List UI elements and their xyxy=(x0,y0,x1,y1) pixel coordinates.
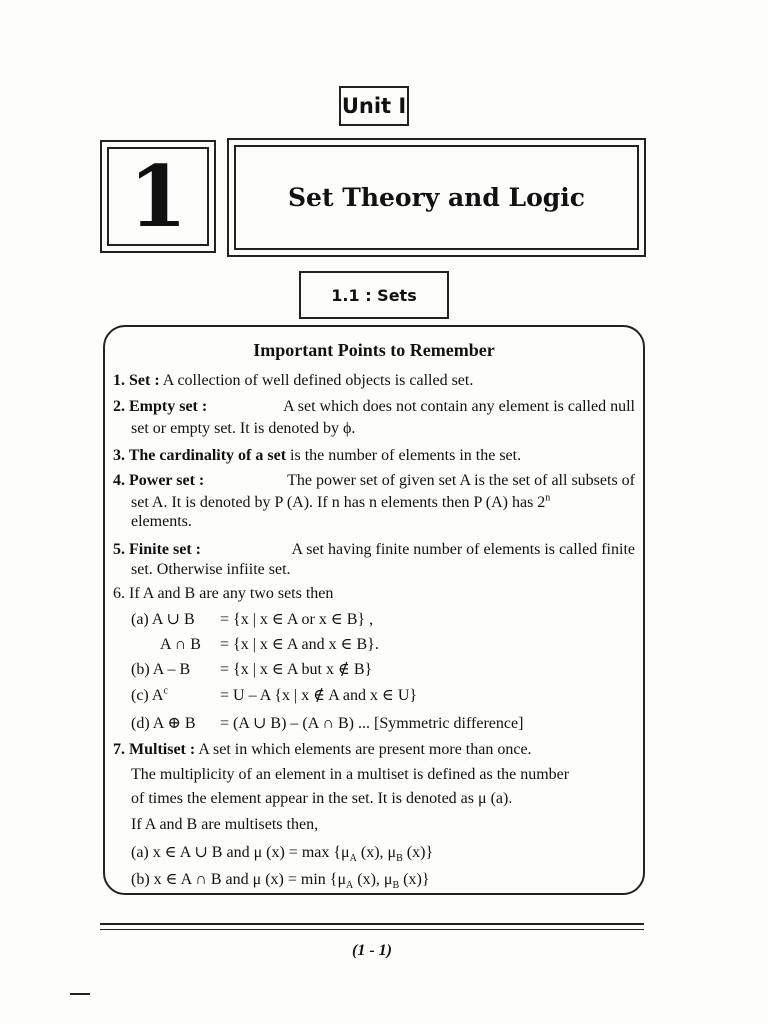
multiset-intersection xyxy=(131,870,430,890)
point-4-line-3: elements. xyxy=(131,513,192,530)
point-6-intro: 6. If A and B are any two sets then xyxy=(113,585,334,602)
point-7 xyxy=(113,740,532,760)
complement-right: = U – A {x | x ∉ A and x ∈ U} xyxy=(220,687,418,704)
point-3-term: 3. The cardinality of a set xyxy=(113,447,287,464)
section-heading: 1.1 : Sets xyxy=(331,285,417,305)
point-2-line-1 xyxy=(113,397,635,417)
symdiff-right: = (A ∪ B) – (A ∩ B) ... [Symmetric difference] xyxy=(220,715,524,732)
multiset-union-c: (x)} xyxy=(402,844,434,861)
point-1-text: A collection of well defined objects is called set. xyxy=(162,372,474,389)
point-5-line-2: set. Otherwise infiite set. xyxy=(131,561,291,578)
intersection-right: = {x | x ∈ A and x ∈ B}. xyxy=(220,636,379,653)
subscript-b: B xyxy=(392,880,400,892)
point-1 xyxy=(113,371,473,391)
point-2-term: 2. Empty set : xyxy=(113,398,208,415)
chapter-number: 1 xyxy=(128,146,188,246)
chapter-title: Set Theory and Logic xyxy=(288,183,585,212)
point-3 xyxy=(113,446,521,466)
point-2-line-2: set or empty set. It is denoted by ϕ. xyxy=(131,420,356,437)
union-left: (a) A ∪ B xyxy=(131,611,195,628)
subscript-b: B xyxy=(396,853,403,865)
chapter-title-box xyxy=(227,138,646,257)
multiset-intersection-b: (x), μ xyxy=(353,871,393,888)
point-4-line-2-text: set A. It is denoted by P (A). If n has n elements then P (A) has 2 xyxy=(131,494,546,511)
point-4-term: 4. Power set : xyxy=(113,472,205,489)
point-4-line-1 xyxy=(113,471,635,491)
multiset-union-b: (x), μ xyxy=(356,844,397,861)
complement-left xyxy=(131,686,168,706)
point-7-line-2: The multiplicity of an element in a multiset is defined as the number xyxy=(131,766,570,783)
symdiff-left: (d) A ⊕ B xyxy=(131,715,196,732)
multiset-intersection-c: (x)} xyxy=(399,871,430,888)
point-7-term: 7. Multiset : xyxy=(113,741,196,758)
multiset-union xyxy=(131,843,433,863)
point-4-line-2 xyxy=(131,493,550,513)
unit-label: Unit I xyxy=(341,94,407,118)
footer-rule-thick xyxy=(100,923,644,925)
point-1-term: 1. Set : xyxy=(113,372,160,389)
power-superscript: n xyxy=(545,492,551,504)
section-heading-box xyxy=(299,271,449,319)
difference-right: = {x | x ∈ A but x ∉ B} xyxy=(220,661,373,678)
point-3-text: is the number of elements in the set. xyxy=(290,447,522,464)
multiset-intersection-a: (b) x ∈ A ∩ B and μ (x) = min {μ xyxy=(131,871,347,888)
subscript-a: A xyxy=(349,853,357,865)
union-right: = {x | x ∈ A or x ∈ B} , xyxy=(220,611,374,628)
point-5-term: 5. Finite set : xyxy=(113,541,201,558)
page-number: (1 - 1) xyxy=(352,942,392,959)
points-title: Important Points to Remember xyxy=(253,340,495,360)
point-7-line-4: If A and B are multisets then, xyxy=(131,816,319,833)
subscript-a: A xyxy=(346,880,354,892)
point-7-text: A set in which elements are present more than once. xyxy=(198,741,532,758)
point-2-text: A set which does not contain any element is called null xyxy=(283,398,635,415)
margin-dash xyxy=(70,993,90,995)
footer-rule-thin xyxy=(100,929,644,930)
chapter-number-box xyxy=(100,140,216,253)
intersection-left: A ∩ B xyxy=(160,636,201,653)
multiset-union-a: (a) x ∈ A ∪ B and μ (x) = max {μ xyxy=(131,844,350,861)
complement-left-text: (c) A xyxy=(131,687,164,704)
point-5-text: A set having finite number of elements is called finite xyxy=(291,541,635,558)
point-7-line-3: of times the element appear in the set. It is denoted as μ (a). xyxy=(131,790,513,807)
unit-label-box xyxy=(339,86,409,126)
complement-superscript: c xyxy=(163,685,168,697)
point-4-text: The power set of given set A is the set of all subsets of xyxy=(287,472,635,489)
point-5-line-1 xyxy=(113,540,635,560)
difference-left: (b) A – B xyxy=(131,661,191,678)
